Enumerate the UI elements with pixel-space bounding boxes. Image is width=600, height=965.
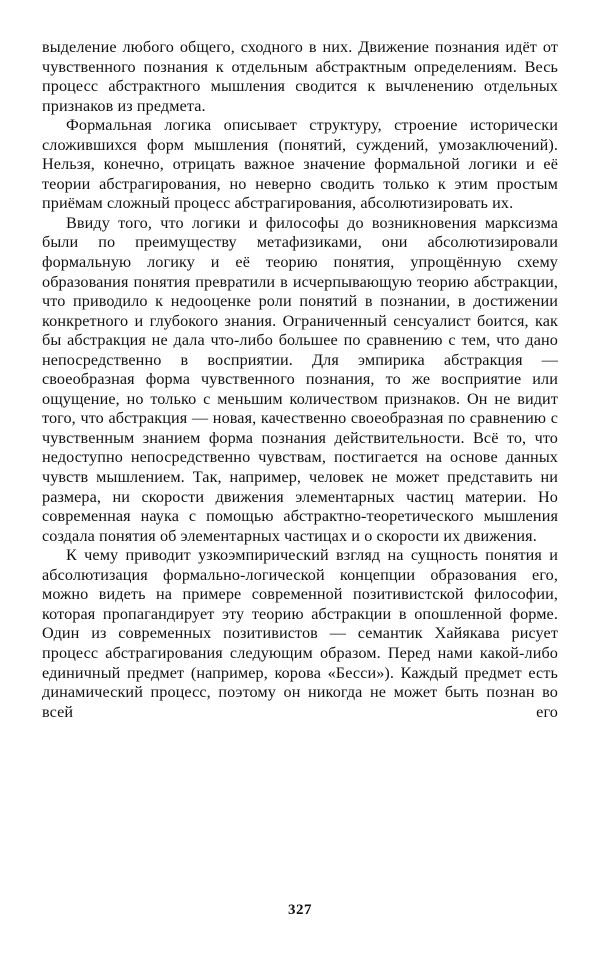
paragraph-2: Формальная логика описывает структуру, строение исторически сложившихся форм мышления (понятий, суждений, умозаключений). Нельзя, конечно, отрицать важное значение формальной логики и её теории абстрагирования, но неверно сводить только к этим простым приёмам сложный процесс абстрагирования, абсолютизировать их. (42, 116, 558, 213)
paragraph-1: выделение любого общего, сходного в них. Движение познания идёт от чувственного познания к отдельным абстрактным определениям. Весь процесс абстрактного мышления сводится к вычленению отдельных признаков из предмета. (42, 38, 558, 115)
paragraph-3: Ввиду того, что логики и философы до возникновения марксизма были по преимуществу метафизиками, они абсолютизировали формальную логику и её теорию понятия, упрощённую схему образования понятия превратили в исчерпывающую теорию абстракции, что приводило к недооценке роли понятий в познании, в достижении конкретного и глубокого знания. Ограниченный сенсуалист боится, как бы абстракция не дала что-либо большее по сравнению с тем, что дано непосредственно в восприятии. Для эмпирика абстракция — своеобразная форма чувственного познания, то же восприятие или ощущение, но только с меньшим количеством признаков. Он не видит того, что абстракция — новая, качественно своеобразная по сравнению с чувственным знанием форма познания действительности. Всё то, что недоступно непосредственно чувствам, постигается на основе данных чувств мышлением. Так, например, человек не может представить ни размера, ни скорости движения элементарных частиц материи. Но современная наука с помощью абстрактно-теоретического мышления создала понятия об элементарных частицах и о скорости их движения. (42, 213, 558, 545)
paragraph-4: К чему приводит узкоэмпирический взгляд на сущность понятия и абсолютизация формально-логической концепции образования его, можно видеть на примере современной позитивистской философии, которая пропагандирует эту теорию абстракции в опошленной форме. Один из современных позитивистов — семантик Хайякава рисует процесс абстрагирования следующим образом. Перед нами какой-либо единичный предмет (например, корова «Бесси»). Каждый предмет есть динамический процесс, поэтому он никогда не может быть познан во всей его (42, 546, 558, 721)
body-text (42, 38, 558, 722)
page-number: 327 (288, 902, 312, 918)
